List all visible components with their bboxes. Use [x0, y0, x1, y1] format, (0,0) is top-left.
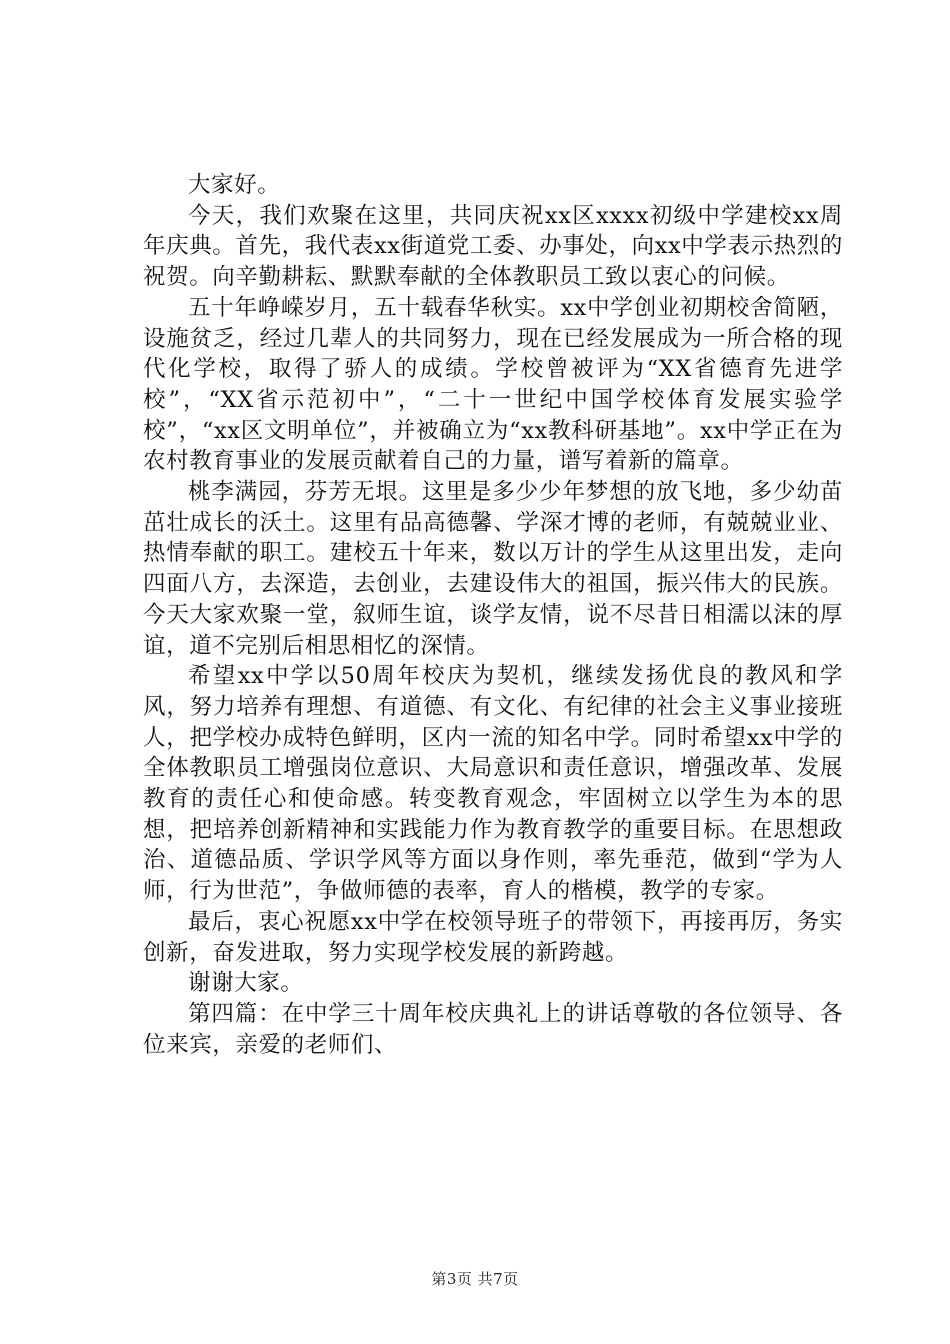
document-body [143, 170, 843, 1060]
paragraph-wishes: 最后，衷心祝愿xx中学在校领导班子的带领下，再接再厉，务实创新，奋发进取，努力实现学校发展的新跨越。 [143, 908, 843, 966]
paragraph-next-section: 第四篇：在中学三十周年校庆典礼上的讲话尊敬的各位领导、各位来宾，亲爱的老师们、 [143, 1000, 843, 1058]
paragraph-opening: 今天，我们欢聚在这里，共同庆祝xx区xxxx初级中学建校xx周年庆典。首先，我代表xx街道党工委、办事处，向xx中学表示热烈的祝贺。向辛勤耕耘、默默奉献的全体教职员工致以衷心的问候。 [143, 202, 843, 291]
paragraph-alumni: 桃李满园，芬芳无垠。这里是多少少年梦想的放飞地，多少幼苗茁壮成长的沃土。这里有品高德馨、学深才博的老师，有兢兢业业、热情奉献的职工。建校五十年来，数以万计的学生从这里出发，走向四面八方，去深造，去创业，去建设伟大的祖国，振兴伟大的民族。今天大家欢聚一堂，叙师生谊，谈学友情，说不尽昔日相濡以沫的厚谊，道不完别后相思相忆的深情。 [143, 479, 843, 659]
paragraph-greeting: 大家好。 [188, 172, 281, 198]
page-number: 第3页 共7页 [431, 1270, 519, 1288]
paragraph-thanks: 谢谢大家。 [188, 970, 304, 997]
paragraph-history: 五十年峥嵘岁月，五十载春华秋实。xx中学创业初期校舍简陋，设施贫乏，经过几辈人的共同努力，现在已经发展成为一所合格的现代化学校，取得了骄人的成绩。学校曾被评为“XX省德育先进学校”，“XX省示范初中”，“二十一世纪中国学校体育发展实验学校”，“xx区文明单位”，并被确立为“xx教科研基地”。xx中学正在为农村教育事业的发展贡献着自己的力量，谱写着新的篇章。 [143, 294, 843, 475]
paragraph-hopes: 希望xx中学以50周年校庆为契机，继续发扬优良的教风和学风，努力培养有理想、有道德、有文化、有纪律的社会主义事业接班人，把学校办成特色鲜明，区内一流的知名中学。同时希望xx中学的全体教职员工增强岗位意识、大局意识和责任意识，增强改革、发展教育的责任心和使命感。转变教育观念，牢固树立以学生为本的思想，把培养创新精神和实践能力作为教育教学的重要目标。在思想政治、道德品质、学识学风等方面以身作则，率先垂范，做到“学为人师，行为世范”，争做师德的表率，育人的楷模，教学的专家。 [143, 663, 843, 905]
